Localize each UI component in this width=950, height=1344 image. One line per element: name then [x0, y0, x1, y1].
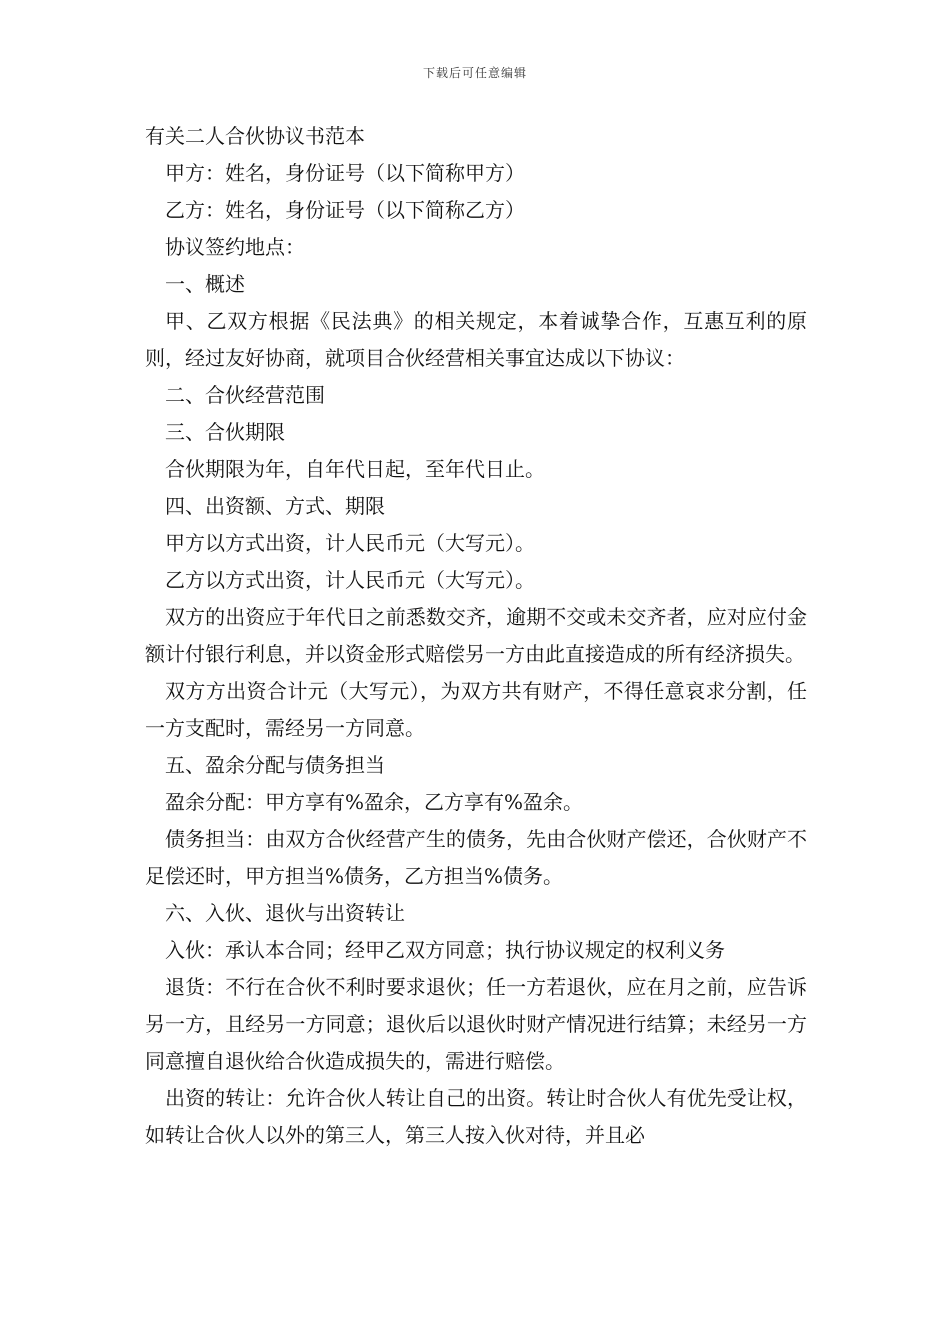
section-heading-overview: 一、概述 [165, 272, 245, 296]
paragraph-debt: 债务担当：由双方合伙经营产生的债务，先由合伙财产偿还，合伙财产不足偿还时，甲方担当%债务，乙方担当%债务。 [145, 827, 807, 888]
paragraph-party-b: 乙方：姓名，身份证号（以下简称乙方） [165, 198, 525, 222]
paragraph-contribution-deadline: 双方的出资应于年代日之前悉数交齐，逾期不交或未交齐者，应对应付金额计付银行利息，并以资金形式赔偿另一方由此直接造成的所有经济损失。 [145, 605, 807, 666]
paragraph-term: 合伙期限为年，自年代日起，至年代日止。 [165, 457, 545, 481]
section-heading-contribution: 四、出资额、方式、期限 [165, 494, 385, 518]
paragraph-contribution-b: 乙方以方式出资，计人民币元（大写元）。 [165, 568, 535, 592]
paragraph-overview: 甲、乙双方根据《民法典》的相关规定，本着诚挚合作，互惠互利的原则，经过友好协商，就项目合伙经营相关事宜达成以下协议： [145, 309, 807, 370]
paragraph-profit: 盈余分配：甲方享有%盈余，乙方享有%盈余。 [165, 790, 584, 814]
paragraph-contribution-total: 双方方出资合计元（大写元），为双方共有财产，不得任意哀求分割，任一方支配时，需经另一方同意。 [145, 679, 807, 740]
section-heading-admission-withdrawal: 六、入伙、退伙与出资转让 [165, 901, 405, 925]
paragraph-party-a: 甲方：姓名，身份证号（以下简称甲方） [165, 161, 525, 185]
document-body [145, 118, 807, 1154]
section-heading-term: 三、合伙期限 [165, 420, 285, 444]
section-heading-profit-debt: 五、盈余分配与债务担当 [165, 753, 385, 777]
paragraph-signing-place: 协议签约地点： [165, 235, 305, 259]
document-title: 有关二人合伙协议书范本 [145, 124, 365, 148]
paragraph-withdrawal: 退货：不行在合伙不利时要求退伙；任一方若退伙，应在月之前，应告诉另一方，且经另一方同意；退伙后以退伙时财产情况进行结算；未经另一方同意擅自退伙给合伙造成损失的，需进行赔偿。 [145, 975, 807, 1073]
section-heading-scope: 二、合伙经营范围 [165, 383, 325, 407]
paragraph-contribution-a: 甲方以方式出资，计人民币元（大写元）。 [165, 531, 535, 555]
page-header: 下载后可任意编辑 [422, 66, 527, 80]
paragraph-admission: 入伙：承认本合同；经甲乙双方同意；执行协议规定的权利义务 [165, 938, 725, 962]
paragraph-transfer: 出资的转让：允许合伙人转让自己的出资。转让时合伙人有优先受让权，如转让合伙人以外的第三人，第三人按入伙对待，并且必 [145, 1086, 807, 1147]
